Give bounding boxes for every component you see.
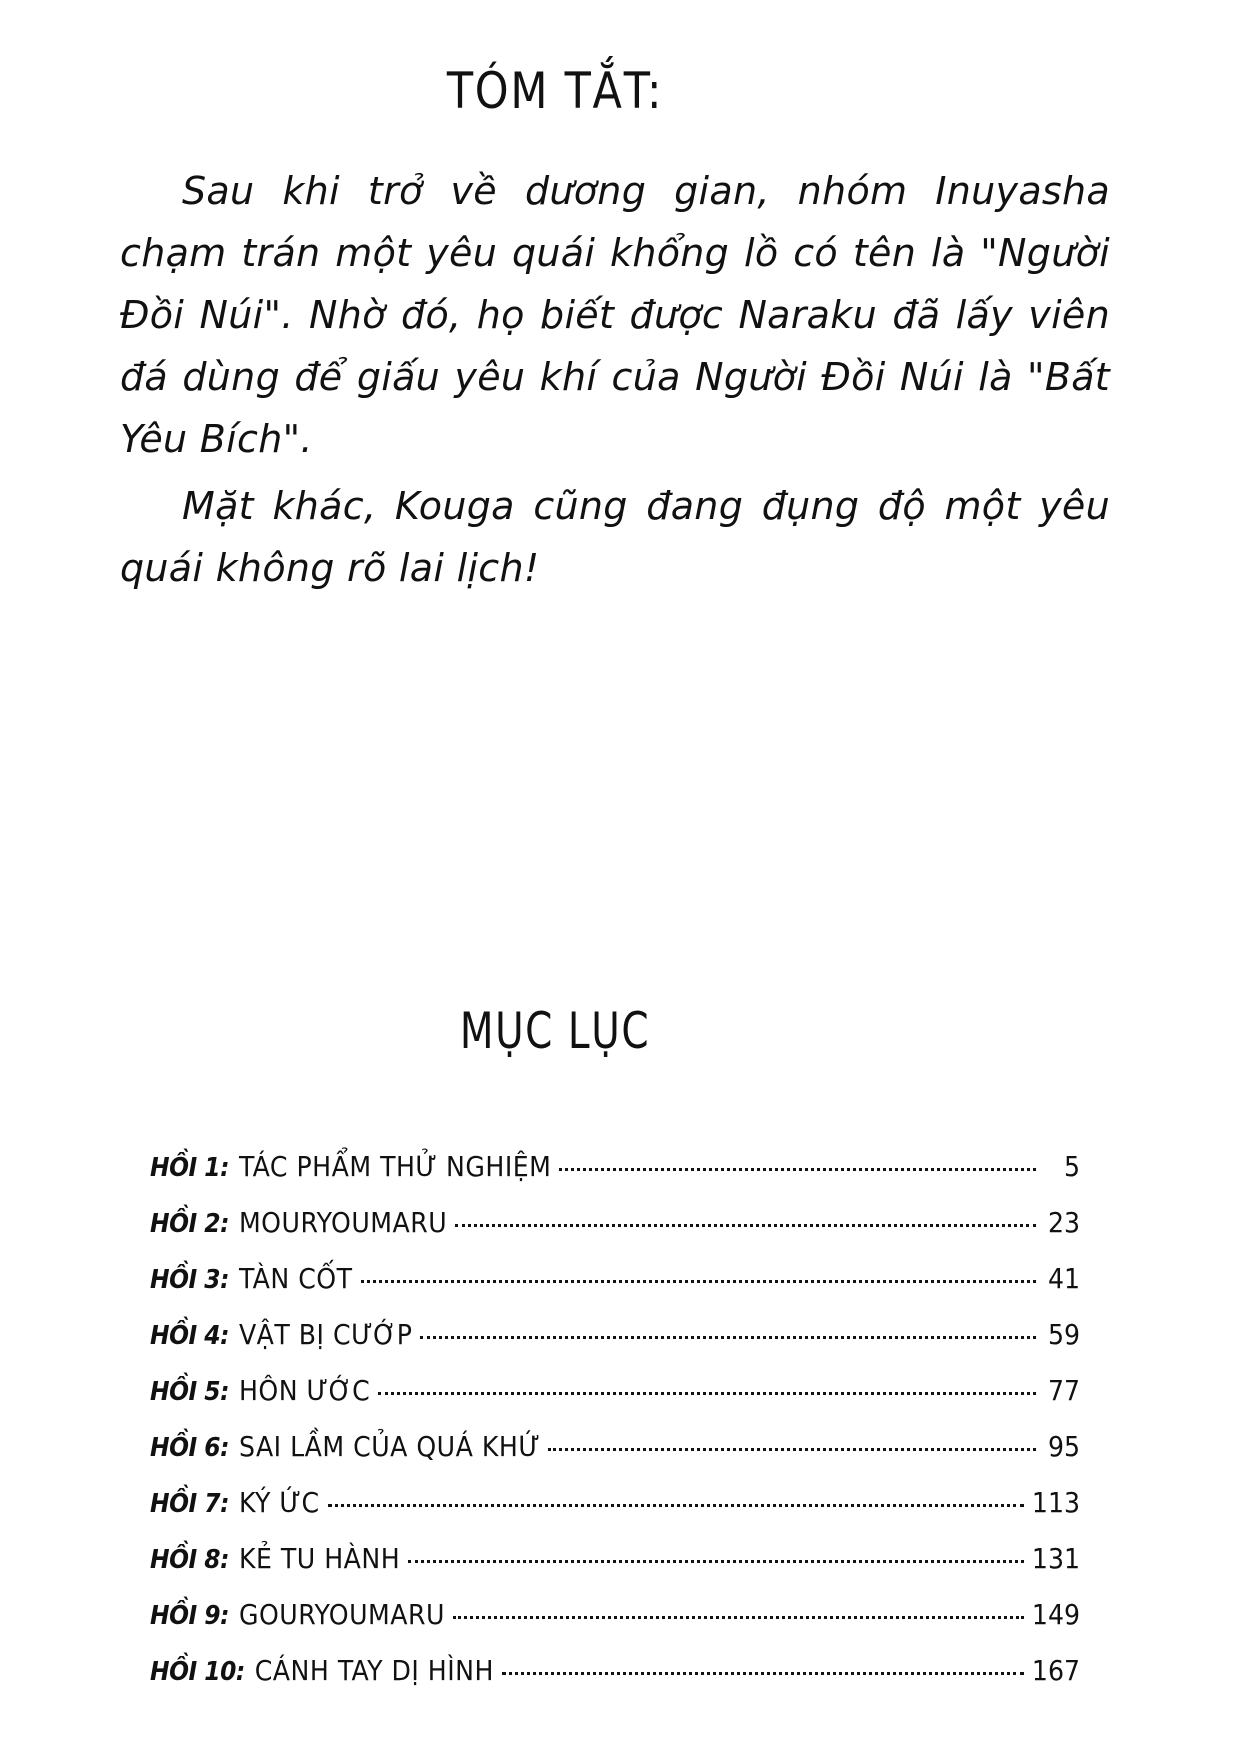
toc-entry [150, 1430, 1080, 1486]
chapter-title: MOURYOUMARU [238, 1206, 448, 1239]
chapter-title: SAI LẦM CỦA QUÁ KHỨ [238, 1430, 541, 1463]
chapter-number: HỒI 7: [150, 1489, 229, 1519]
page-number: 95 [1047, 1430, 1080, 1463]
summary-paragraph: Mặt khác, Kouga cũng đang đụng độ một yêu quái không rõ lai lịch! [120, 484, 1110, 590]
chapter-number: HỒI 6: [150, 1433, 229, 1463]
page-number: 167 [1031, 1654, 1080, 1687]
chapter-title: KÝ ỨC [238, 1486, 320, 1519]
chapter-number: HỒI 4: [150, 1321, 229, 1351]
chapter-number: HỒI 2: [150, 1209, 229, 1239]
dot-leader [408, 1560, 1024, 1563]
toc-entry [150, 1150, 1080, 1206]
page-number: 5 [1063, 1150, 1080, 1183]
page-number: 77 [1047, 1374, 1080, 1407]
summary-title: TÓM TẮT: [446, 62, 664, 120]
dot-leader [361, 1280, 1036, 1283]
dot-leader [559, 1168, 1036, 1171]
page-number: 149 [1031, 1598, 1080, 1631]
page-number: 23 [1047, 1206, 1080, 1239]
dot-leader [502, 1672, 1024, 1675]
dot-leader [420, 1336, 1036, 1339]
toc-entry [150, 1318, 1080, 1374]
chapter-number: HỒI 3: [150, 1265, 229, 1295]
toc-entry [150, 1374, 1080, 1430]
summary-text [120, 160, 1110, 599]
page-number: 113 [1031, 1486, 1080, 1519]
dot-leader [328, 1504, 1024, 1507]
page-number: 59 [1047, 1318, 1080, 1351]
chapter-title: TÁC PHẨM THỬ NGHIỆM [238, 1150, 552, 1183]
toc-entry [150, 1654, 1080, 1710]
chapter-title: CÁNH TAY DỊ HÌNH [254, 1654, 494, 1687]
page-number: 41 [1047, 1262, 1080, 1295]
toc-entry [150, 1262, 1080, 1318]
chapter-number: HỒI 5: [150, 1377, 229, 1407]
dot-leader [455, 1224, 1036, 1227]
chapter-title: TÀN CỐT [238, 1262, 353, 1295]
toc-entry [150, 1486, 1080, 1542]
toc-entry [150, 1598, 1080, 1654]
table-of-contents [150, 1150, 1080, 1710]
summary-paragraph: Sau khi trở về dương gian, nhóm Inuyasha chạm trán một yêu quái khổng lồ có tên là "Người Đồi Núi". Nhờ đó, họ biết được Naraku đã lấy viên đá dùng để giấu yêu khí của Người Đồi Núi là "Bất Yêu Bích". [120, 169, 1110, 461]
chapter-title: HÔN ƯỚC [238, 1374, 371, 1407]
toc-entry [150, 1206, 1080, 1262]
dot-leader [453, 1616, 1024, 1619]
chapter-number: HỒI 9: [150, 1601, 229, 1631]
chapter-title: KẺ TU HÀNH [238, 1542, 401, 1575]
dot-leader [378, 1392, 1036, 1395]
toc-title: MỤC LỤC [459, 1002, 651, 1060]
chapter-number: HỒI 1: [150, 1153, 229, 1183]
toc-entry [150, 1542, 1080, 1598]
chapter-number: HỒI 10: [150, 1657, 245, 1687]
chapter-title: GOURYOUMARU [238, 1598, 445, 1631]
dot-leader [548, 1448, 1036, 1451]
page-number: 131 [1031, 1542, 1080, 1575]
chapter-title: VẬT BỊ CƯỚP [238, 1318, 413, 1351]
chapter-number: HỒI 8: [150, 1545, 229, 1575]
